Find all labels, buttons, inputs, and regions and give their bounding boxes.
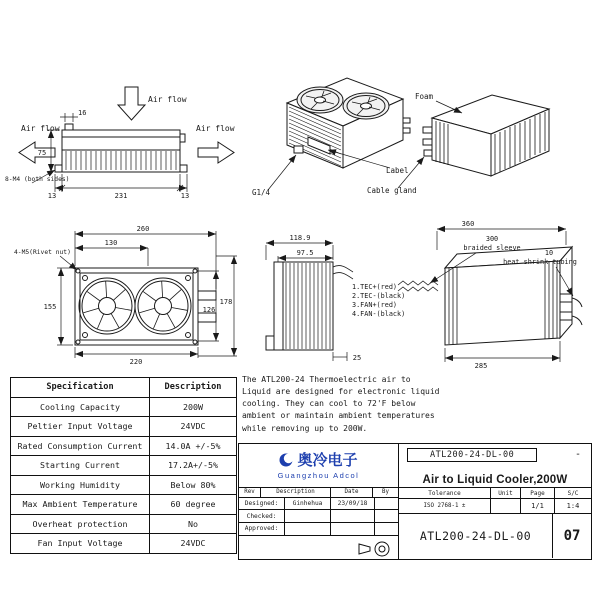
title-block [238,443,592,560]
air-flow-arrow-down [118,87,145,120]
checked-by [375,510,398,522]
spec-col-specification: Specification [11,378,150,398]
iso-fan-2 [343,93,389,119]
col-page: Page [521,488,555,498]
dim-label: 13 [47,192,57,200]
dim-label: 155 [43,303,57,311]
dim-label: 75 [37,149,47,157]
col-rev: Rev [239,488,261,497]
wire-label: 3.FAN+(red) [352,301,398,309]
spec-value: 60 degree [150,495,237,515]
third-angle-projection-icon [357,539,393,559]
fin-side-view [266,234,405,362]
spec-row [11,417,237,437]
tolerance-value: ISO 2768-1 ± [399,499,491,513]
spec-name: Working Humidity [11,475,150,495]
wire-label: 4.FAN-(black) [352,310,406,318]
water-port-block [266,336,274,350]
dim-label: 360 [461,220,475,228]
spec-row [11,475,237,495]
braided-sleeve [398,281,438,291]
g14-fitting [294,146,303,153]
spec-row [11,456,237,476]
title-block-top-right [399,444,591,487]
page-value: 1/1 [521,499,555,513]
scale-value: 1:4 [566,502,580,510]
company-name-cn: 奥冷电子 [297,451,358,469]
spec-row [11,436,237,456]
sleeve-label: braided sleeve [463,244,521,252]
wire-label: 2.TEC-(black) [352,292,406,300]
wire-label: 1.TEC+(red) [352,283,398,291]
spec-name: Rated Consumption Current [11,436,150,456]
air-flow-label: Air flow [21,124,60,133]
spec-row [11,397,237,417]
dim-label: 97.5 [296,249,314,257]
spec-name: Fan Input Voltage [11,534,150,554]
foam-label: Foam [415,92,434,101]
top-view [14,225,237,366]
approved-label: Approved: [239,523,285,535]
tube-fitting [560,312,572,320]
tube-label: heat shrink tubing [503,258,577,266]
dim-label: 178 [219,298,233,306]
top-nub [65,124,73,130]
spec-table-body [11,397,237,553]
cable-gland-fitting [424,150,432,156]
side-fitting [180,134,185,142]
rivet-note: 4-M5(Rivet nut) [14,249,71,256]
g14-label: G1/4 [252,188,271,197]
col-by: By [382,489,389,496]
spec-name: Cooling Capacity [11,397,150,417]
iso-fan-unit [252,78,410,197]
designed-by [375,498,398,510]
checked-label: Checked: [239,510,285,522]
unit-side-view [398,220,582,370]
air-flow-arrow-right [198,142,234,163]
spec-header-row [11,378,237,398]
cable-gland-label: Cable gland [367,186,417,195]
company-logo [239,444,399,487]
projection-cell [239,536,398,559]
dim-label: 285 [474,362,488,370]
dim-label: 118.9 [289,234,311,242]
spec-col-description: Description [150,378,237,398]
part-number-box: ATL200-24-DL-00 [407,448,537,462]
dim-label: 126 [202,306,216,314]
spec-value: Below 80% [150,475,237,495]
dim-label: 16 [78,109,87,117]
col-description: Description [261,488,331,497]
revision-mark: - [574,449,581,460]
title-block-top [239,444,591,488]
spec-row [11,514,237,534]
port-fitting [198,291,216,300]
screw-note: 8-M4 (both sides) [5,176,70,183]
product-description: The ATL200-24 Thermoelectric air to Liquid are designed for electronic liquid cooling. They can cool to 72'F below ambient or maintain ambient temperatures while removing up to 200W. [242,375,440,433]
designed-label: Designed: [239,498,285,510]
approved-by [375,523,398,535]
dim-label: 260 [136,225,150,233]
label-callout: Label [386,166,409,175]
unit-value [491,499,521,513]
col-unit: Unit [491,488,521,498]
designed-name: Ginhehua [285,498,331,510]
crescent-logo-icon [279,453,293,467]
drawing-number: ATL200-24-DL-00 [399,514,553,558]
spec-value: 17.2A+/-5% [150,456,237,476]
col-tolerance: Tolerance [399,488,491,498]
spec-name: Starting Current [11,456,150,476]
spec-row [11,534,237,554]
port-fitting [198,313,216,322]
side-view [5,87,235,200]
dim-label: 25 [352,354,362,362]
col-date: Date [331,488,373,497]
wire-leads [333,266,353,279]
checked-name [285,510,331,522]
spec-value: 24VDC [150,534,237,554]
company-name-en: Guangzhou Adcol [277,471,360,480]
col-sc: S/C [567,489,579,497]
signature-table [239,488,399,559]
spec-value: 24VDC [150,417,237,437]
spec-value: 14.0A +/-5% [150,436,237,456]
air-flow-label: Air flow [148,95,187,104]
spec-name: Max Ambient Temperature [11,495,150,515]
approved-name [285,523,331,535]
title-block-bottom [239,488,591,559]
tube-fitting [560,294,572,302]
sleeve-label: 300 [485,235,499,243]
spec-row [11,495,237,515]
foot-right [180,165,187,172]
iso-fan-1 [297,87,343,113]
spec-name: Peltier Input Voltage [11,417,150,437]
dim-label: 130 [104,239,118,247]
spec-value: No [150,514,237,534]
sheet-code: 07 [563,528,581,544]
checked-date [331,510,375,522]
dim-label: 13 [180,192,190,200]
dim-label: 220 [129,358,143,366]
spec-name: Overheat protection [11,514,150,534]
dim-label: 231 [114,192,128,200]
designed-date: 23/09/18 [331,498,375,510]
tolerance-table [399,488,591,559]
air-flow-label: Air flow [196,124,235,133]
tube-label: 10 [544,249,554,257]
spec-value: 200W [150,397,237,417]
foot-left [55,165,62,172]
spec-table [10,377,237,554]
drawing-title: Air to Liquid Cooler,200W [422,474,568,486]
approved-date [331,523,375,535]
